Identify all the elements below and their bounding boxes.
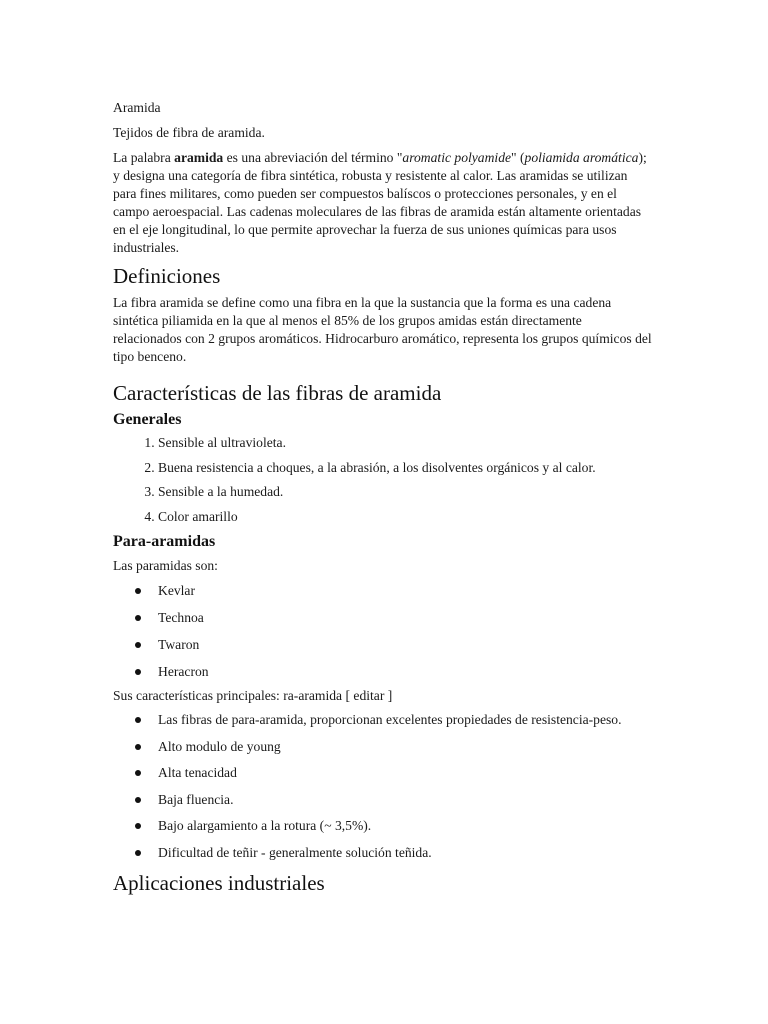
heading-aplicaciones: Aplicaciones industriales (113, 871, 325, 896)
intro-text-4: ); y designa una categoría de fibra sintética, robusta y resistente al calor. Las aramidas se utilizan para fines militares, como pueden ser compuestos balíscos o protecciones personales, y en el campo aeroespacial. Las cadenas moleculares de las fibras de aramida están altamente orientadas en el eje longitudinal, lo que permite aprovechar la fuerza de sus uniones químicas para usos industriales. (113, 150, 647, 255)
heading-generales: Generales (113, 411, 182, 428)
properties-intro: Sus características principales: ra-aramida [ editar ] (113, 688, 393, 704)
list-item: Alto modulo de young (158, 738, 653, 756)
intro-text-1: La palabra (113, 150, 175, 165)
properties-list (113, 711, 653, 862)
list-item: Dificultad de teñir - generalmente solución teñida. (158, 844, 653, 862)
heading-definiciones: Definiciones (113, 264, 221, 288)
intro-paragraph (113, 149, 653, 257)
list-item: Alta tenacidad (158, 764, 653, 782)
list-item: Kevlar (158, 582, 653, 600)
brands-list (113, 582, 653, 681)
heading-para-aramidas: Para-aramidas (113, 533, 216, 551)
list-item: Technoa (158, 609, 653, 627)
document-subtitle: Tejidos de fibra de aramida. (113, 125, 265, 140)
list-item: 3. Sensible a la humedad. (158, 483, 653, 501)
heading-caracteristicas: Características de las fibras de aramida (113, 381, 442, 405)
list-item: Las fibras de para-aramida, proporcionan excelentes propiedades de resistencia-peso. (158, 711, 653, 729)
paramidas-intro: Las paramidas son: (113, 558, 218, 574)
intro-text-3: " ( (511, 150, 525, 165)
list-item: Bajo alargamiento a la rotura (~ 3,5%). (158, 817, 653, 835)
document-page (113, 99, 653, 896)
list-item: Twaron (158, 636, 653, 654)
intro-italic-translation: poliamida aromática (524, 150, 639, 165)
intro-italic-term: aromatic polyamide (402, 150, 512, 165)
document-title: Aramida (113, 100, 161, 115)
list-item: 2. Buena resistencia a choques, a la abrasión, a los disolventes orgánicos y al calor. (158, 459, 653, 477)
intro-text-2: es una abreviación del término " (223, 150, 403, 165)
generales-list (113, 434, 653, 526)
list-item: Heracron (158, 663, 653, 681)
list-item: Baja fluencia. (158, 791, 653, 809)
list-item: 1. Sensible al ultravioleta. (158, 434, 653, 452)
intro-bold-word: aramida (174, 150, 224, 165)
list-item: 4. Color amarillo (158, 508, 653, 526)
definiciones-paragraph: La fibra aramida se define como una fibra en la que la sustancia que la forma es una cadena sintética piliamida en la que al menos el 85% de los grupos amidas están directamente relacionados con 2 grupos aromáticos. Hidrocarburo aromático, representa los grupos químicos del tipo benceno. (113, 295, 652, 364)
